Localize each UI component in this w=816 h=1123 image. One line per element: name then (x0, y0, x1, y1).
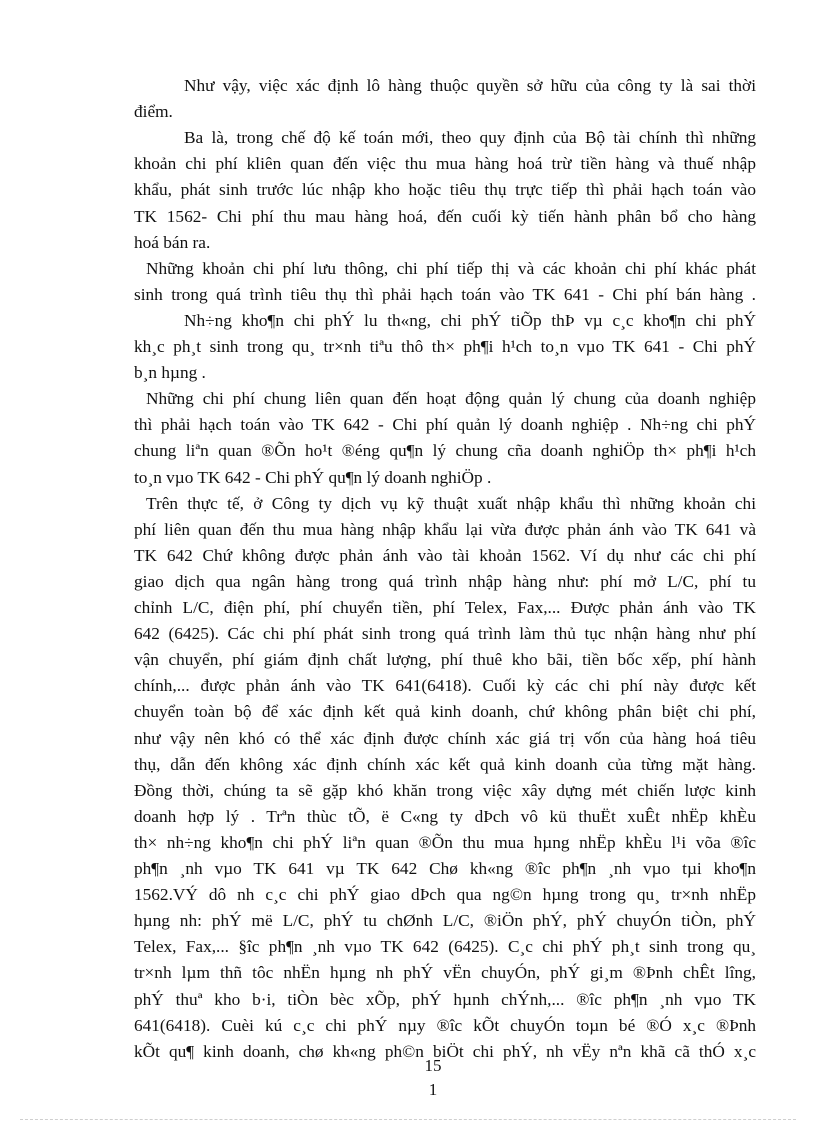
text-line: sinh trong quá trình tiêu thụ thì phải hạch toán vào TK 641 - Chi phí bán hàng . (134, 284, 756, 304)
text-line: phÝ thuª kho b·i, tiÒn bèc xÕp, phÝ hµnh chÝnh,... ®îc ph¶n ¸nh vµo TK (134, 989, 756, 1009)
text-line: chính,... được phản ánh vào TK 641(6418). Cuối kỳ các chi phí này được kết (134, 676, 756, 696)
text-line: Đồng thời, chúng ta sẽ gặp khó khăn trong việc xây dựng mét chiến lược kinh (134, 780, 756, 800)
text-line: hoá bán ra. (134, 232, 211, 252)
text-line: 642 (6425). Các chi phí phát sinh trong quá trình làm thủ tục nhận hàng như phí (134, 624, 756, 644)
text-line: 641(6418). Cuèi kú c¸c chi phÝ nµy ®îc kÕt chuyÓn toµn bé ®Ó x¸c ®Þnh (134, 1015, 756, 1035)
text-line: TK 642 Chứ không được phản ánh vào tài khoản 1562. Ví dụ như các chi phí (134, 545, 756, 565)
text-line: th× nh÷ng kho¶n chi phÝ liªn quan ®Õn thu mua hµng nhËp khÈu l¹i võa ®îc (134, 832, 756, 852)
text-line: Nh÷ng kho¶n chi phÝ lu th«ng, chi phÝ tiÕp thÞ vµ c¸c kho¶n chi phÝ (184, 310, 756, 330)
text-line: khẩu, phát sinh trước lúc nhập kho hoặc tiêu thụ trực tiếp thì phải hạch toán vào (134, 180, 756, 200)
text-line: chuyển toàn bộ để xác định kết quả kinh doanh, chứ không phân biệt chi phí, (134, 702, 756, 722)
text-line: điểm. (134, 102, 173, 122)
text-line: vận chuyển, phí giám định chất lượng, phí thuê kho bãi, tiền bốc xếp, phí hành (134, 650, 756, 670)
text-line: ph¶n ¸nh vµo TK 641 vµ TK 642 Chø kh«ng ®îc ph¶n ¸nh vµo tµi kho¶n (134, 859, 756, 878)
text-line: b¸n hµng . (134, 363, 206, 383)
text-line: TK 1562- Chi phí thu mau hàng hoá, đến cuối kỳ tiến hành phân bổ cho hàng (134, 206, 756, 226)
text-line: Ba là, trong chế độ kế toán mới, theo quy định của Bộ tài chính thì những (184, 128, 756, 148)
page-sub-number: 1 (428, 1080, 438, 1099)
text-line: Trên thực tế, ở Công ty dịch vụ kỹ thuật xuất nhập khẩu thì những khoản chi (146, 493, 756, 513)
page-number: 15 (424, 1056, 442, 1075)
text-line: to¸n vµo TK 642 - Chi phÝ qu¶n lý doanh nghiÖp . (134, 467, 492, 487)
text-line: chỉnh L/C, điện phí, phí chuyển tiền, phí Telex, Fax,... Được phản ánh vào TK (134, 598, 756, 617)
page-bottom-divider (20, 1119, 796, 1120)
text-line: chung liªn quan ®Õn ho¹t ®éng qu¶n lý chung cña doanh nghiÖp th× ph¶i h¹ch (134, 441, 756, 461)
text-line: Telex, Fax,... §îc ph¶n ¸nh vµo TK 642 (6425). C¸c chi phÝ ph¸t sinh trong qu¸ (134, 937, 756, 957)
text-line: Những chi phí chung liên quan đến hoạt động quản lý chung của doanh nghiệp (146, 389, 756, 409)
text-line: doanh hợp lý . Trªn thùc tÕ, ë C«ng ty dÞch vô kü thuËt xuÊt nhËp khÈu (134, 806, 756, 826)
text-line: hµng nh: phÝ më L/C, phÝ tu chØnh L/C, ®iÖn phÝ, phÝ chuyÓn tiÒn, phÝ (134, 911, 756, 931)
text-line: Như vậy, việc xác định lô hàng thuộc quyền sở hữu của công ty là sai thời (184, 76, 756, 95)
text-line: thụ, dẫn đến không xác định chính xác kết quả kinh doanh của từng mặt hàng. (134, 754, 756, 774)
text-line: như vậy nên khó có thể xác định được chính xác giá trị vốn của hàng hoá tiêu (134, 728, 756, 748)
text-line: thì phải hạch toán vào TK 642 - Chi phí quản lý doanh nghiệp . Nh÷ng chi phÝ (134, 415, 756, 435)
text-line: kh¸c ph¸t sinh trong qu¸ tr×nh tiªu thô th× ph¶i h¹ch to¸n vµo TK 641 - Chi phÝ (134, 337, 756, 356)
text-line: khoản chi phí kliên quan đến việc thu mua hàng hoá trừ tiền hàng và thuế nhập (134, 154, 756, 174)
text-line: tr×nh lµm thñ tôc nhËn hµng nh phÝ vËn chuyÓn, phÝ gi¸m ®Þnh chÊt lîng, (134, 963, 756, 983)
text-line: giao dịch qua ngân hàng trong quá trình nhập hàng như: phí mở L/C, phí tu (134, 571, 756, 591)
text-line: phí liên quan đến thu mua hàng nhập khẩu lại vừa được phản ánh vào TK 641 và (134, 519, 756, 539)
text-line: Những khoản chi phí lưu thông, chi phí tiếp thị và các khoản chi phí khác phát (146, 258, 756, 278)
text-line: kÕt qu¶ kinh doanh, chø kh«ng ph©n biÖt chi phÝ, nh vËy nªn khã cã thÓ x¸c (134, 1041, 756, 1061)
text-line: 1562.VÝ dô nh c¸c chi phÝ giao dÞch qua ng©n hµng trong qu¸ tr×nh nhËp (134, 885, 756, 905)
